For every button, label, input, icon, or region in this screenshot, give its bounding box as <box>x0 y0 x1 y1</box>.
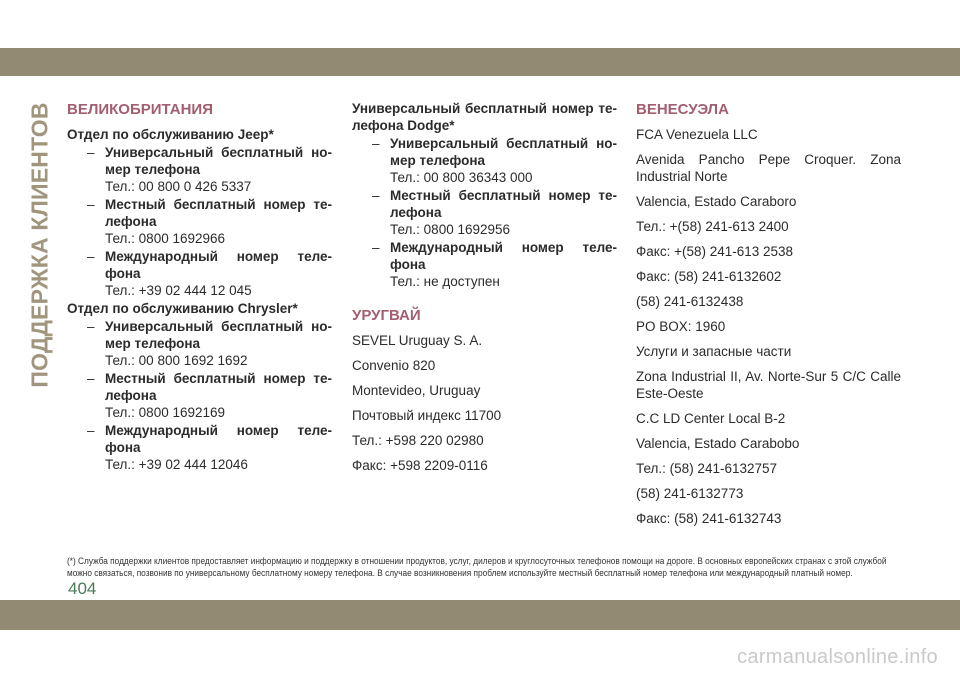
phone-line: Тел.: (58) 241-6132757 <box>636 461 778 476</box>
footer-band <box>0 600 960 630</box>
dash-bullet: – <box>372 188 380 203</box>
dash-bullet: – <box>372 240 380 255</box>
phone-line: (58) 241-6132773 <box>636 486 744 501</box>
item-label: Универсальный бесплатный номер телефона <box>390 136 617 168</box>
address-line: SEVEL Uruguay S. A. <box>352 333 483 348</box>
item-value: Тел.: 00 800 0 426 5337 <box>105 179 252 194</box>
list-item <box>67 196 332 247</box>
dash-bullet: – <box>87 197 95 212</box>
footnote: (*) Служба поддержки клиентов предоставляет информацию и поддержку в отношении продуктов, услуг, дилеров и круглосуточных телефонов помощи на дороге. В основных европейских странах с этой службой можно связаться, позвонив по универсальному бесплатному номеру телефона. В случае возникновения проблем используйте местный бесплатный номер телефона или международный платный номер. <box>67 556 887 578</box>
item-value: Тел.: +39 02 444 12 045 <box>105 283 252 298</box>
item-label: Местный бесплатный номер телефона <box>105 197 332 229</box>
item-label: Универсальный бесплатный номер телефона <box>105 319 332 351</box>
item-label: Международный номер телефона <box>390 240 617 272</box>
fax-line: Факс: (58) 241-6132743 <box>636 511 782 526</box>
phone-line: (58) 241-6132438 <box>636 294 744 309</box>
address-line: Montevideo, Uruguay <box>352 383 481 398</box>
address-line: Почтовый индекс 11700 <box>352 408 502 423</box>
item-value: Тел.: 0800 1692169 <box>105 405 226 420</box>
header-band <box>0 48 960 76</box>
list-item <box>67 248 332 299</box>
item-label: Международный номер телефона <box>105 249 332 281</box>
item-label: Универсальный бесплатный номер телефона <box>105 145 332 177</box>
group-jeep-title: Отдел по обслуживанию Jeep* <box>67 127 274 142</box>
watermark <box>0 646 960 669</box>
fax-line: Факс: (58) 241-6132602 <box>636 269 782 284</box>
list-item <box>352 239 617 290</box>
dash-bullet: – <box>87 423 95 438</box>
item-value: Тел.: 0800 1692966 <box>105 231 226 246</box>
dash-bullet: – <box>87 249 95 264</box>
item-label: Местный бесплатный номер телефона <box>105 371 332 403</box>
list-item <box>352 187 617 238</box>
list-item <box>67 370 332 421</box>
sidebar-label-text: ПОДДЕРЖКА КЛИЕНТОВ <box>26 102 53 388</box>
address-line: Convenio 820 <box>352 358 436 373</box>
fax-line: Факс: +(58) 241-613 2538 <box>636 244 794 259</box>
item-value: Тел.: 0800 1692956 <box>390 222 511 237</box>
heading-uruguay: УРУГВАЙ <box>352 307 421 324</box>
item-value: Тел.: 00 800 1692 1692 <box>105 353 248 368</box>
heading-uk: ВЕЛИКОБРИТАНИЯ <box>67 101 213 118</box>
group-chrysler-title: Отдел по обслуживанию Chrysler* <box>67 301 298 316</box>
watermark-text: carmanualsonline.info <box>737 646 938 668</box>
phone-line: Тел.: +598 220 02980 <box>352 433 484 448</box>
address-line: FCA Venezuela LLC <box>636 127 758 142</box>
item-label: Международный номер телефона <box>105 423 332 455</box>
dash-bullet: – <box>87 371 95 386</box>
dash-bullet: – <box>372 136 380 151</box>
list-item <box>352 135 617 186</box>
address-line: Valencia, Estado Carabobo <box>636 436 800 451</box>
item-label: Местный бесплатный номер телефона <box>390 188 617 220</box>
page-number: 404 <box>68 579 97 598</box>
phone-line: Тел.: +(58) 241-613 2400 <box>636 219 789 234</box>
item-value: Тел.: не доступен <box>390 274 500 289</box>
column-uk <box>67 100 332 474</box>
address-line: Zona Industrial II, Av. Norte-Sur 5 C/C Calle Este-Oeste <box>636 369 901 401</box>
address-line: Valencia, Estado Caraboro <box>636 194 797 209</box>
dash-bullet: – <box>87 319 95 334</box>
list-item <box>67 422 332 473</box>
item-value: Тел.: +39 02 444 12046 <box>105 457 248 472</box>
fax-line: Факс: +598 2209-0116 <box>352 458 488 473</box>
address-line: C.C LD Center Local B-2 <box>636 411 786 426</box>
dash-bullet: – <box>87 145 95 160</box>
column-dodge-uruguay <box>352 100 617 482</box>
list-item <box>67 144 332 195</box>
sidebar-section-label <box>28 104 52 386</box>
service-line: Услуги и запасные части <box>636 344 792 359</box>
item-value: Тел.: 00 800 36343 000 <box>390 170 533 185</box>
column-venezuela <box>636 100 901 535</box>
group-dodge-title: Универсальный бесплатный номер телефона Dodge* <box>352 101 617 133</box>
address-line: PO BOX: 1960 <box>636 319 726 334</box>
list-item <box>67 318 332 369</box>
address-line: Avenida Pancho Pepe Croquer. Zona Industrial Norte <box>636 152 901 184</box>
heading-venezuela: ВЕНЕСУЭЛА <box>636 101 729 118</box>
